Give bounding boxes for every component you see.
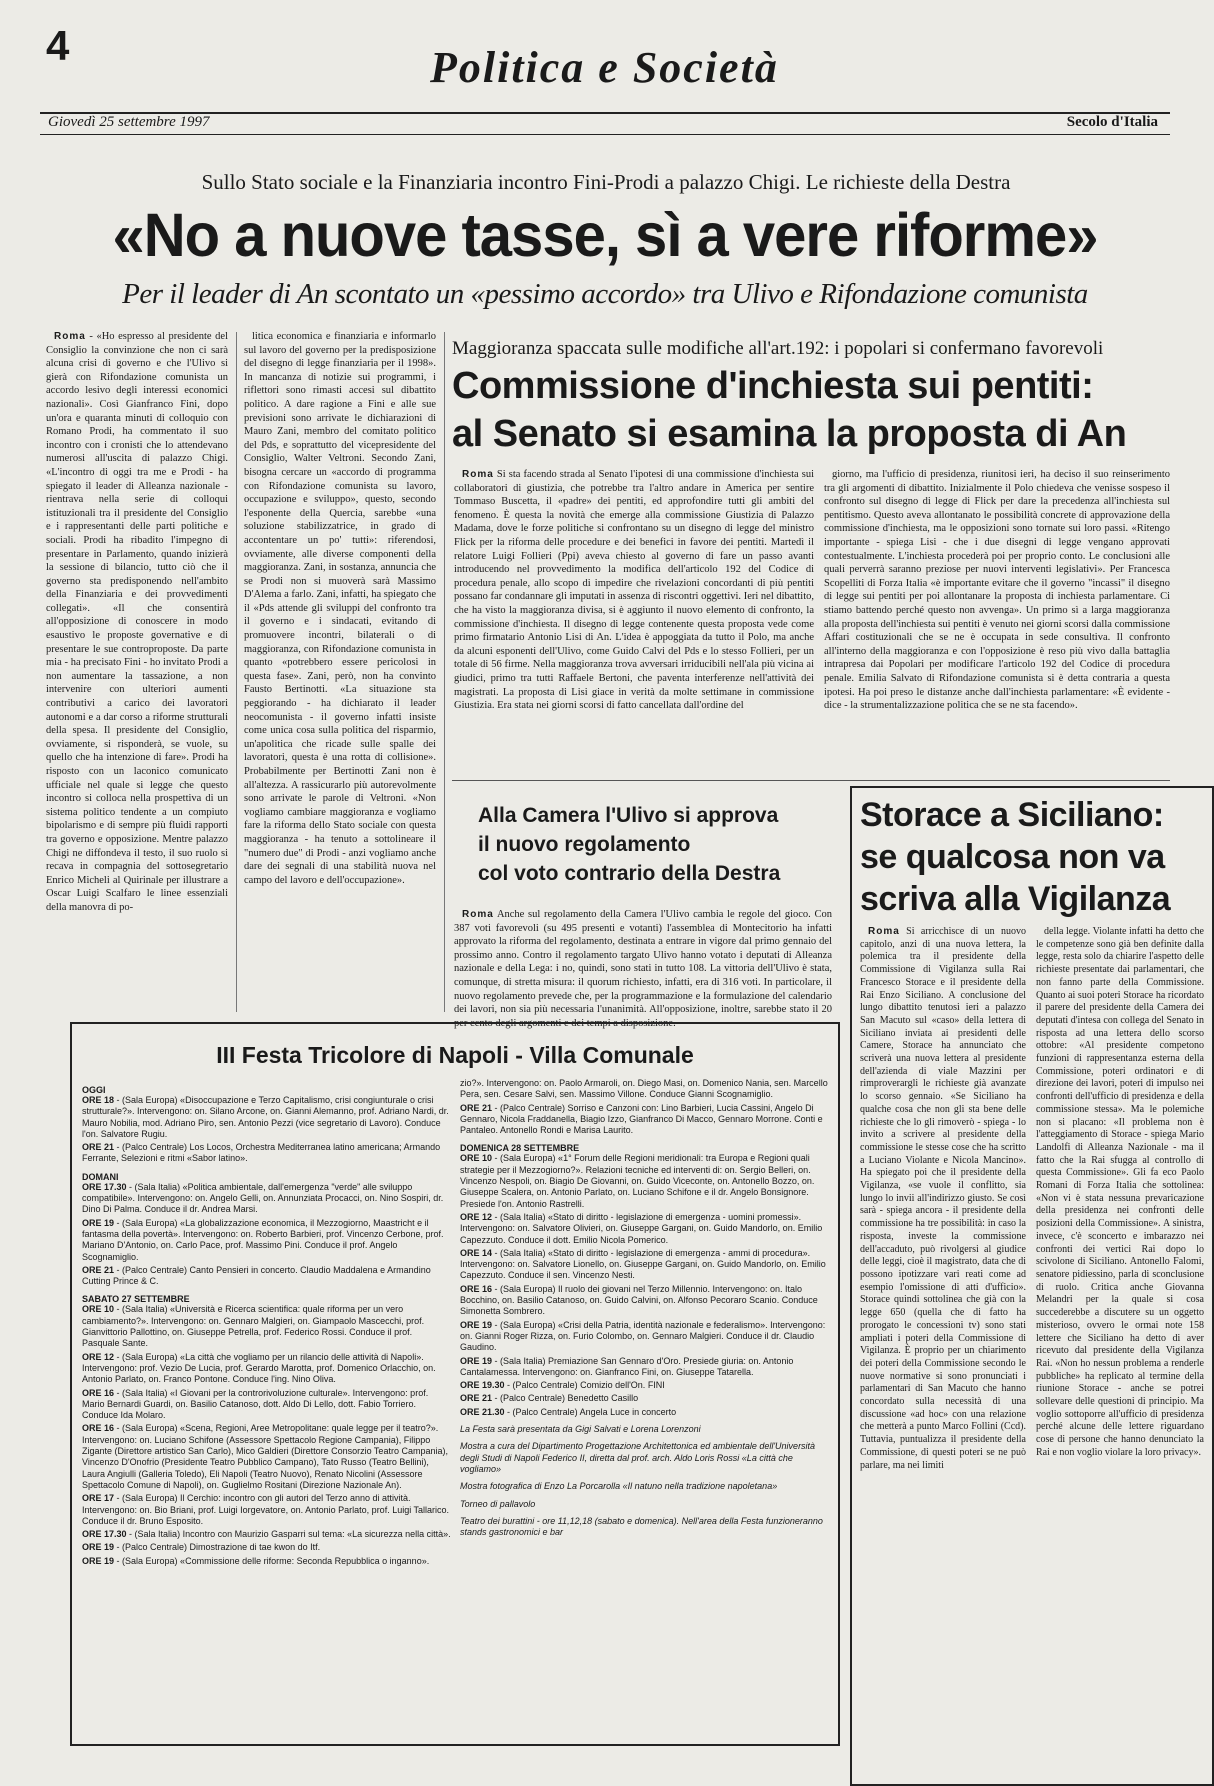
storace-column-1 [860,926,1026,1726]
lead-column-2 [244,330,436,1010]
top-rule [40,112,1170,114]
storace-column-2 [1036,926,1204,1726]
festa-event [82,1542,452,1553]
festa-event-text: - (Sala Europa) «1° Forum delle Regioni meridionali: tra Europa e Regioni quali strategie per il Mezzogiorno?». Relazioni tecniche ed interventi di: on. Sergio Belleri, on. Vincenzo Nespoli, on. Biagio De Giovanni, on. Guido Viceconte, on. Antonello Bozzo, on. Giuseppe Scalera, on. Antonio Parlato, on. Luciano Schifone e il dr. Angelo Bonsignore. Presiede l'on. Antonio Rastrelli. [460,1153,815,1209]
festa-event-text: - (Sala Europa) «Crisi della Patria, identità nazionale e federalismo». Intervengono: on. Gianni Roger Rizza, on. Furio Colombo, on. Gennaro Malgieri. Conduce il dr. Claudio Gaudino. [460,1319,826,1353]
festa-event [82,1095,452,1140]
camera-column [454,908,833,1029]
festa-event [460,1212,832,1246]
section-rule [452,780,1170,781]
festa-event [82,1493,452,1527]
masthead-rule [40,134,1170,135]
festa-event-time: ORE 19 [82,1542,115,1553]
festa-event-text: - (Palco Centrale) Benedetto Casillo [494,1393,639,1404]
festa-event-time: ORE 21 [82,1264,115,1275]
storace-headline-line1: Storace a Siciliano: [860,796,1164,834]
lead-headline: «No a nuove tasse, sì a vere riforme» [112,201,1098,270]
festa-event [460,1248,832,1282]
festa-event [460,1407,832,1418]
storace-headline-line3: scriva alla Vigilanza [860,880,1171,918]
festa-event-time: ORE 19 [82,1555,115,1566]
lead-column-1-text: - «Ho espresso al presidente del Consiglio la convinzione che non ci sarà alcuna crisi di governo e che l'Ulivo si gierà con Rifondazione comunista un accordo lesivo degli interessi economici nazionali». Così Gianfranco Fini, dopo un'ora e quaranta minuti di colloquio con Romano Prodi, ha commentato il suo incontro con i cronisti che lo attendevano numerosi all'uscita di palazzo Chigi. «L'incontro di oggi tra me e Prodi - ha spiegato il leader di Alleanza nazionale - rientrava nella serie di colloqui istituzionali tra il presidente del Consiglio e i rappresentanti delle parti politiche e sociali. Prodi ha ribadito l'impegno di presentare in Parlamento, quando inizierà la sessione di bilancio, tutto ciò che il governo sta predisponendo nell'ambito della Finanziaria e dei provvedimenti collegati». «Il che consentirà all'opposizione di conoscere in modo esaustivo le proposte governative e di presentare le sue controproposte. Da parte mia - ha precisato Fini - ho invitato Prodi a non aumentare la tassazione, a non intervenire con ulteriori aumenti contributivi a carico dei lavoratori autonomi e a dar corso a riforme strutturali della spesa. Il presidente del Consiglio, ovviamente, si risponderà, se vuole, su quello che ha intenzione di fare». Prodi ha risposto con un laconico comunicato ufficiale nel quale si legge che questo incontro si colloca nella prospettiva di un sistema politico tendente a un compiuto bipolarismo e di sempre più fluidi rapporti tra governo e opposizione. Mentre palazzo Chigi ne diffondeva il testo, il suo ruolo si recava in compagnia del sottosegretario Enrico Micheli al Quirinale per illustrare a Oscar Luigi Scalfaro le linee essenziali della manovra di po- [46,331,229,913]
festa-event-time: ORE 19 [460,1319,493,1330]
festa-event-text: - (Palco Centrale) Sorriso e Canzoni con: Lino Barbieri, Lucia Cassini, Angelo Di Gennaro, Nicola Fraddanella, Biagio Izzo, Gianfranco Di Macco, Gennaro Morrone. Conti e Pantaleo. Antonello Rondi e Marisa Laurito. [460,1102,823,1136]
festa-event-text: - (Sala Italia) «I Giovani per la controrivoluzione culturale». Intervengono: prof. Mario Bernardi Guardi, on. Basilio Catanoso, dott. Aldo Di Lello, dott. Fabio Torriero. Conduce Ida Molaro. [82,1387,429,1421]
festa-event [460,1320,832,1354]
commissione-column-2 [824,468,1170,774]
camera-headline [478,801,858,888]
festa-event-text: - (Sala Italia) «Politica ambientale, dall'emergenza "verde" alle sviluppo compatibile». Intervengono: on. Angelo Gelli, on. Annunziata Procacci, on. Nino Sospiri, dr. Dino Di Palma. Conduce il dr. Andrea Marsi. [82,1181,444,1215]
commissione-dateline: Roma [462,469,494,480]
camera-column-text: Anche sul regolamento della Camera l'Ulivo cambia le regole del gioco. Con 387 voti favorevoli (su 495 presenti e votanti) l'assemblea di Montecitorio ha infatti approvato la riforma del regolamento, destinata a entrare in vigore dal primo gennaio del prossimo anno. Contro il regolamento targato Ulivo hanno votato i deputati di Alleanza nazionale e della Lega: i no, quindi, sono stati in tutto 108. La vittoria dell'Ulivo è stata, comunque, di stretta misura: il quorum richiesto, infatti, era di 316 voti. In particolare, il nuovo regolamento prevede che, per la programmazione e la formulazione del calendario dei lavori, non sia più necessaria l'unanimità. All'opposizione, inoltre, sarebbe stato il 20 per cento degli argomenti e dei tempi a disposizione. [454,909,833,1029]
festa-event-time: ORE 12 [82,1351,115,1362]
festa-event-text: - (Sala Europa) «Commissione delle riforme: Seconda Repubblica o inganno». [116,1555,430,1566]
storace-column-2-text: della legge. Violante infatti ha detto che le competenze sono già ben definite dalla legge, resta solo da chiarire l'aspetto delle richieste presentate dai parlamentari, che non fanno parte della Commissione. Quanto ai suoi poteri Storace ha ricordato il parere del presidente della Camera dei deputati d'intesa con collega del Senato in risposta ad una lettera dello scorso ottobre: «Al presidente competono funzioni di rappresentanza esterna della Commissione, poteri ordinatori e di direzione dei lavori, poteri di impulso nei confronti dell'ufficio di presidenza e della commissione stessa». Ma le polemiche non si placano: «Il problema non è l'atteggiamento di Storace - spiega Mario Landolfi di Alleanza Nazionale - ma il fatto che la Rai sfugga al controllo di questa Commissione». Gli fa eco Paolo Romani di Forza Italia che sottolinea: «Non vi è stata nessuna prevaricazione della presidenza nei confronti delle posizioni della Commissione». A sinistra, invece, c'è sconcerto e imbarazzo nei confronti dei vertici Rai dopo lo scivolone di Siciliano. Antonello Falomi, senatore pidiessino, parla di sconclusione di ruolo. Critica anche Giovanna Melandri per la quale si cosa succederebbe a discutere su un oggetto misterioso, ovvero le ormai note 158 lettere che Siciliano ha detto di aver ricevuto dal presidente della Vigilanza Rai. «Non ho nessun problema a renderle pubbliche» ha replicato al termine della riunione Storace - anche se potrei sollevare delle questioni di principio. Ma voglio sottoporre all'ufficio di presidenza perché alcune delle lettere riguardano cose di persone che hanno denunciato la Rai e non voglio violare la loro privacy». [1036,926,1204,1458]
festa-event [82,1529,452,1540]
festa-event-text: - (Sala Europa) Il ruolo dei giovani nel Terzo Millennio. Intervengono: on. Italo Bocchino, on. Basilio Catanoso, on. Guido Calvini, on. Alfonso Pecoraro Scanio. Conduce Simonetta Sombrero. [460,1283,818,1317]
festa-event [460,1356,832,1379]
festa-event [82,1304,452,1349]
lead-kicker: Sullo Stato sociale e la Finanziaria incontro Fini-Prodi a palazzo Chigi. Le richieste della Destra [201,170,1011,194]
festa-event-time: ORE 21 [82,1142,115,1153]
festa-event-time: ORE 21.30 [460,1406,505,1417]
festa-event-text: - (Palco Centrale) Dimostrazione di tae kwon do Itf. [116,1542,321,1553]
festa-note-puppets: Teatro dei burattini - ore 11,12,18 (sabato e domenica). Nell'area della Festa funzioneranno stands gastronomici e bar [460,1515,823,1538]
festa-event-text: - (Palco Centrale) Los Locos, Orchestra Mediterranea latino americana; Armando Ferrante, Selezioni e ritmi «Sabor latino». [82,1142,441,1164]
commissione-headline-line1: Commissione d'inchiesta sui pentiti: [452,365,1094,407]
commissione-headline-line2: al Senato si esamina la proposta di An [452,413,1127,455]
festa-note-presenters: La Festa sarà presentata da Gigi Salvati e Lorena Lorenzoni [460,1424,701,1435]
festa-event-text: - (Sala Italia) Incontro con Maurizio Gasparri sul tema: «La sicurezza nella città». [129,1529,451,1540]
camera-dateline: Roma [462,909,494,920]
festa-event [82,1265,452,1288]
festa-column-1 [82,1078,452,1738]
section-title: Politica e Società [430,43,779,92]
festa-event [82,1388,452,1422]
festa-day-heading: SABATO 27 SETTEMBRE [82,1294,190,1305]
festa-event [460,1103,832,1137]
festa-event-time: ORE 19 [82,1217,115,1228]
festa-event [460,1380,832,1391]
festa-event-time: ORE 16 [82,1387,115,1398]
commissione-column-1 [454,468,814,774]
festa-event-time: ORE 19.30 [460,1380,505,1391]
festa-event [460,1393,832,1404]
festa-event [82,1352,452,1386]
festa-event [82,1182,452,1216]
commissione-kicker: Maggioranza spaccata sulle modifiche all'art.192: i popolari si confermano favorevoli [452,338,1104,359]
festa-event-text: - (Sala Europa) «Scena, Regioni, Aree Metropolitane: quale legge per il teatro?». Intervengono: on. Luciano Schifone (Assessore Spettacolo Regione Campania), Filippo Zigante (Direttore artistico San Carlo), Mico Galdieri (Direttore Consorzio Teatro Campania), Vincenzo D'Onofrio (Presidente Teatro Pubblico Campano), Tato Russo (Teatro Bellini), Laura Angiulli (Galleria Toledo), Eli Napoli (Teatro Nuovo), Renato Nicolini (Assessore Spettacolo Comune di Napoli), on. Guglielmo Rositani (Direzione Nazionale An). [82,1423,448,1490]
festa-note-exhibition: Mostra a cura del Dipartimento Progettazione Architettonica ed ambientale dell'Università degli Studi di Napoli Federico II, diretta dal prof. arch. Aldo Loris Rossi «La città che vogliamo» [460,1441,816,1474]
storace-dateline: Roma [868,926,900,937]
festa-event-time: ORE 19 [460,1355,493,1366]
festa-event-text: - (Sala Europa) «La città che vogliamo per un rilancio delle attività di Napoli». Intervengono: prof. Vezio De Lucia, prof. Gerardo Marotta, prof. Domenico Orlacchio, on. Antonio Parlato, on. Franco Pontone. Conduce l'ing. Nino Oliva. [82,1351,436,1385]
festa-event-text: - (Sala Italia) «Università e Ricerca scientifica: quale riforma per un vero cambiamento?». Intervengono: on. Gennaro Malgieri, on. Giampaolo Mascecchi, prof. Gianvittorio Pallottino, on. Giuseppe Petrella, prof. Federico Rossi. Conduce il prof. Pasquale Sante. [82,1304,425,1349]
festa-event-time: ORE 12 [460,1211,493,1222]
lead-column-1 [46,330,228,1010]
festa-event-text: - (Sala Europa) Il Cerchio: incontro con gli autori del Terzo anno di attività. Intervengono: on. Bio Briani, prof. Luigi Iorgevatore, on. Antonio Parlato, prof. Luigi Tallarico. Conduce il dr. Bruno Esposito. [82,1493,450,1526]
festa-day-heading: DOMANI [82,1171,119,1182]
festa-event-time: ORE 17.30 [82,1529,127,1540]
festa-event-text: - (Sala Italia) «Stato di diritto - legislazione di emergenza - ammi di procedura». Intervengono: on. Salvatore Lionello, on. Giuseppe Gargani, on. Guido Mandorlo, on. Emilio Capezzuto. Conduce il sen. Vincenzo Nesti. [460,1247,826,1281]
commissione-headline [452,362,1172,458]
lead-subhead: Per il leader di An scontato un «pessimo accordo» tra Ulivo e Rifondazione comunista [122,278,1088,310]
festa-event-time: ORE 16 [460,1283,493,1294]
festa-day-heading: OGGI [82,1085,106,1095]
festa-event-time: ORE 16 [82,1423,115,1434]
festa-note-volleyball: Torneo di pallavolo [460,1498,536,1509]
column-divider [444,332,445,1012]
festa-event-time: ORE 14 [460,1247,493,1258]
page-number: 4 [46,22,70,69]
festa-event-text: - (Palco Centrale) Comizio dell'On. FINI [507,1380,665,1391]
storace-headline-line2: se qualcosa non va [860,838,1165,876]
lead-dateline: Roma [54,331,86,342]
storace-column-1-text: Si arricchisce di un nuovo capitolo, anzi di una nuova lettera, la polemica tra il presidente della Commissione di Vigilanza sulla Rai Francesco Storace e il presidente della Rai Enzo Siciliano. A conclusione del lungo dibattito tenutosi ieri a palazzo San Macuto sul «caso» della lettera di Siciliano inviata ai presidenti delle Camere, Storace ha annunciato che scriverà una nuova lettera al presidente dell'azienda di viale Mazzini per rimproverargli le richieste già avanzate lo scorso gennaio. «Se Siciliano ha qualche cosa che non gli sta bene delle richieste che lo gli rimoverò - spiega - lo invito a scrivere al presidente della commissione le stesse cose che ha scritto a Luciano Violante e Nicola Mancino». Ha spiegato poi che il presidente della Vigilanza, «se vuole il conflitto, sia lungo lo invii all'indirizzo giusto. Se così sarà - spiega ancora - il presidente della commissione ha tre possibilità: in caso la risposta, investe la commissione dell'accaduto, può rivolgersi al giudice delle leggi, cioè il magistrato, data che di possono ipotizzare vari reati come ad esempio l'omissione di atti d'ufficio». Storace quindi sottolinea che già con la legge 650 (quella che di fatto ha prorogato le concessioni tv) sono stati ampliati i poteri della Commissione di Vigilanza. È proprio per un chiarimento dei poteri della Commissione secondo le nuove normative si sono pronunciati i parlamentari di San Macuto che hanno concordato sulla necessità di una discussione «ad hoc» con una relazione che metterà a punto Marco Follini (Ccd). Tuttavia, puntualizza il presidente della Commissione, di questi poteri se ne può parlare, ma nei limiti [860,926,1027,1471]
festa-event-text: - (Sala Europa) «La globalizzazione economica, il Mezzogiorno, Maastricht e il fantasma della povertà». Intervengono: on. Roberto Barbieri, prof. Vincenzo Cerbone, prof. Mariano D'Antonio, on. Carlo Pace, prof. Massimo Pini. Conduce il prof. Angelo Scognamiglio. [82,1217,444,1262]
festa-event-text: - (Sala Italia) «Stato di diritto - legislazione di emergenza - uomini promessi». Intervengono: on. Salvatore Olivieri, on. Giuseppe Gargani, on. Guido Mandorlo, on. Emilio Capezzuto. Conduce il dott. Emilio Nicola Pomerico. [460,1211,823,1245]
festa-event-time: ORE 10 [82,1304,115,1315]
festa-event [460,1153,832,1209]
column-divider [236,332,237,1012]
camera-headline-line1: Alla Camera l'Ulivo si approva [478,804,779,827]
festa-event-time: ORE 18 [82,1095,115,1105]
festa-note-photo: Mostra fotografica di Enzo La Porcarolla «Il natuno nella tradizione napoletana» [460,1481,778,1492]
storace-headline [860,794,1210,920]
festa-event-text: - (Sala Italia) Premiazione San Gennaro d'Oro. Presiede giuria: on. Antonio Cantalamessa. Intervengono: on. Gianfranco Fini, on. Giuseppe Tatarella. [460,1355,794,1377]
festa-column-2 [460,1078,832,1738]
festa-col2-intro: zio?». Intervengono: on. Paolo Armaroli, on. Diego Masi, on. Domenico Nania, sen. Marcello Pera, sen. Cesare Salvi, sen. Massimo Villone. Conduce Gianni Scognamiglio. [460,1078,828,1100]
festa-event-time: ORE 17.30 [82,1181,127,1192]
festa-event-time: ORE 17 [82,1493,115,1504]
issue-date: Giovedì 25 settembre 1997 [48,114,210,130]
commissione-column-2-text: giorno, ma l'ufficio di presidenza, riunitosi ieri, ha deciso il suo reinserimento tra gli argomenti di dibattito. Inizialmente il Polo chiedeva che venisse sospeso il confronto sul disegno di legge di Flick per dare la precedenza all'inchiesta sul pentitismo. Questo aveva allontanato le possibilità concrete di approvazione della commissione d'inchiesta, ma le opposizioni sono tornate sui loro passi. «Ritengo importante - spiega Lisi - che i due disegni di legge vengano approvati contestualmente. L'inchiesta procederà poi per proprio conto. Le conclusioni alle quali perverrà saranno preziose per nuovi interventi legislativi». Per Francesca Scopelliti di Forza Italia «è importante evitare che il governo "incassi" il disegno di legge sui pentiti per poi allontanare la proposta di inchiesta parlamentare. Ci stiamo battendo perché questo non avvenga». Un primo sì a larga maggioranza alla proposta dell'inchiesta sui pentiti è venuto nei giorni scorsi dalla commissione Affari costituzionali che se ne è occupata in sede consultiva. Il confronto all'interno della maggioranza e con l'opposizione è reso più vivo dalla battaglia intrapresa dai Popolari per modificare l'articolo 192 del Codice di procedura penale. Emilia Salvato di Rifondazione comunista si è detta contraria a questa ipotesi. Ha poi preso le distanze anche dall'inchiesta parlamentare: «È evidente - dice - la strumentalizzazione politica che se ne sta facendo». [824,469,1170,712]
festa-event-time: ORE 21 [460,1102,493,1113]
festa-event [82,1556,452,1567]
festa-event-text: - (Palco Centrale) Angela Luce in concerto [507,1406,677,1417]
festa-event [82,1423,452,1491]
festa-event-text: - (Palco Centrale) Canto Pensieri in concerto. Claudio Maddalena e Armandino Cutting Prince & C. [82,1264,431,1287]
lead-column-2-text: litica economica e finanziaria e informarlo sul lavoro del governo per la predisposizione del disegno di legge finanziaria per il 1998». In mancanza di notizie sui programmi, i riflettori sono rimasti accesi sul dibattito politico. A dare ragione a Fini e alle sue previsioni sono arrivate le dichiarazioni di Mauro Zani, membro del comitato politico del Pds, e soprattutto del vicepresidente del Consiglio, Walter Veltroni. Secondo Zani, bisogna cercare un «accordo di programma con Rifondazione comunista su lavoro, occupazione e sviluppo», questo, secondo l'esponente della Quercia, sarebbe «una soluzione stabilizzatrice, in grado di accontentare un po' tutti»: riferendosi, ovviamente, alle diverse componenti della maggioranza. Zani, in sostanza, annuncia che se Prodi non si muoverà sarà Massimo D'Alema a farlo. Zani, infatti, ha spiegato che il «Pds attende gli sviluppi del confronto tra il governo e i sindacati, evitando di promuovere incontri, bilaterali o di maggioranza, con Rifondazione comunista in quanto «potrebbero essere pericolosi in questa fase». Zani, però, non ha convinto Fausto Bertinotti. «La situazione sta peggiorando - ha dichiarato il leader neocomunista - il governo infatti insiste come unica cosa sulla politica del risparmio, un'apolitica che ricade sulle spalle dei lavoratori, questa è una rotta di collisione». Probabilmente per Bertinotti Zani non è all'altezza. A rassicurarlo più autorevolmente sono arrivate le parole di Veltroni. «Non vogliamo cambiare maggioranza e vogliamo fare la riforma dello Stato sociale con questa maggioranza - ha tenuto a sottolineare il "numero due" di Prodi - anzi vogliamo anche dare dei segnali di una stabilità nuova nel campo del lavoro e dell'occupazione». [244,331,436,886]
festa-event-time: ORE 21 [460,1393,493,1404]
commissione-column-1-text: Si sta facendo strada al Senato l'ipotesi di una commissione d'inchiesta sui collaboratori di giustizia, che potrebbe tra l'altro andare in America per sentire Tommaso Buscetta, il «padre» dei pentiti, ed approfondire tutti gli ambiti del fenomeno. È questa la novità che emerge alla commissione Giustizia di Palazzo Madama, dove le forze politiche si confrontano su un disegno di legge del ministro Flick per la riforma delle procedure e dei benefici in favore dei pentiti. Martedì il relatore Luigi Follieri (Ppi) aveva chiesto al governo di fare un passo avanti introducendo nel provvedimento la modifica dell'articolo 192 del Codice di procedura penale, allo scopo di impedire che rivelazioni concordanti di più pentiti possano far condannare gli imputati in assenza di riscontri oggettivi. Ieri nel dibattito, che ha visto la maggioranza divisa, si è aggiunto il nuovo elemento di confronto, la commissione d'inchiesta. Il disegno di legge contenente questa proposta vede come primo firmatario Antonio Lisi di An. L'idea è appoggiata da tutto il Polo, ma anche da alcuni esponenti dell'Ulivo, come Guido Calvi del Pds e lo stesso Follieri, per un totale di 56 firme. Nella maggioranza trova avversari irriducibili nell'ala più vicina ai giudici, primo tra tutti Raffaele Bertoni, che paventa interferenze nell'attività dei magistrati. La proposta di Lisi giace in verità da molte settimane in commissione Giustizia. Era stata nei giorni scorsi di fatto cancellata dall'ordine del [454,469,815,712]
festa-event-time: ORE 10 [460,1153,493,1164]
festa-event [82,1142,452,1165]
newspaper-name: Secolo d'Italia [1066,114,1158,130]
festa-title: III Festa Tricolore di Napoli - Villa Comunale [216,1042,694,1068]
camera-headline-line3: col voto contrario della Destra [478,862,781,885]
festa-event [82,1218,452,1263]
newspaper-page [40,16,1204,1736]
festa-day-heading: DOMENICA 28 SETTEMBRE [460,1143,580,1154]
festa-event [460,1284,832,1318]
festa-event-text: - (Sala Europa) «Disoccupazione e Terzo Capitalismo, crisi congiunturale o crisi strutturale?». Intervengono: on. Silano Arcone, on. Gianni Alemanno, prof. Adriano Nardi, dr. Mauro Nobilia, mod. Adriano Piro, sen. Antonio Pezzi (vice segretario di Lavoro). Conduce l'on. Salvatore Rugiu. [82,1095,449,1139]
camera-headline-line2: il nuovo regolamento [478,833,691,856]
